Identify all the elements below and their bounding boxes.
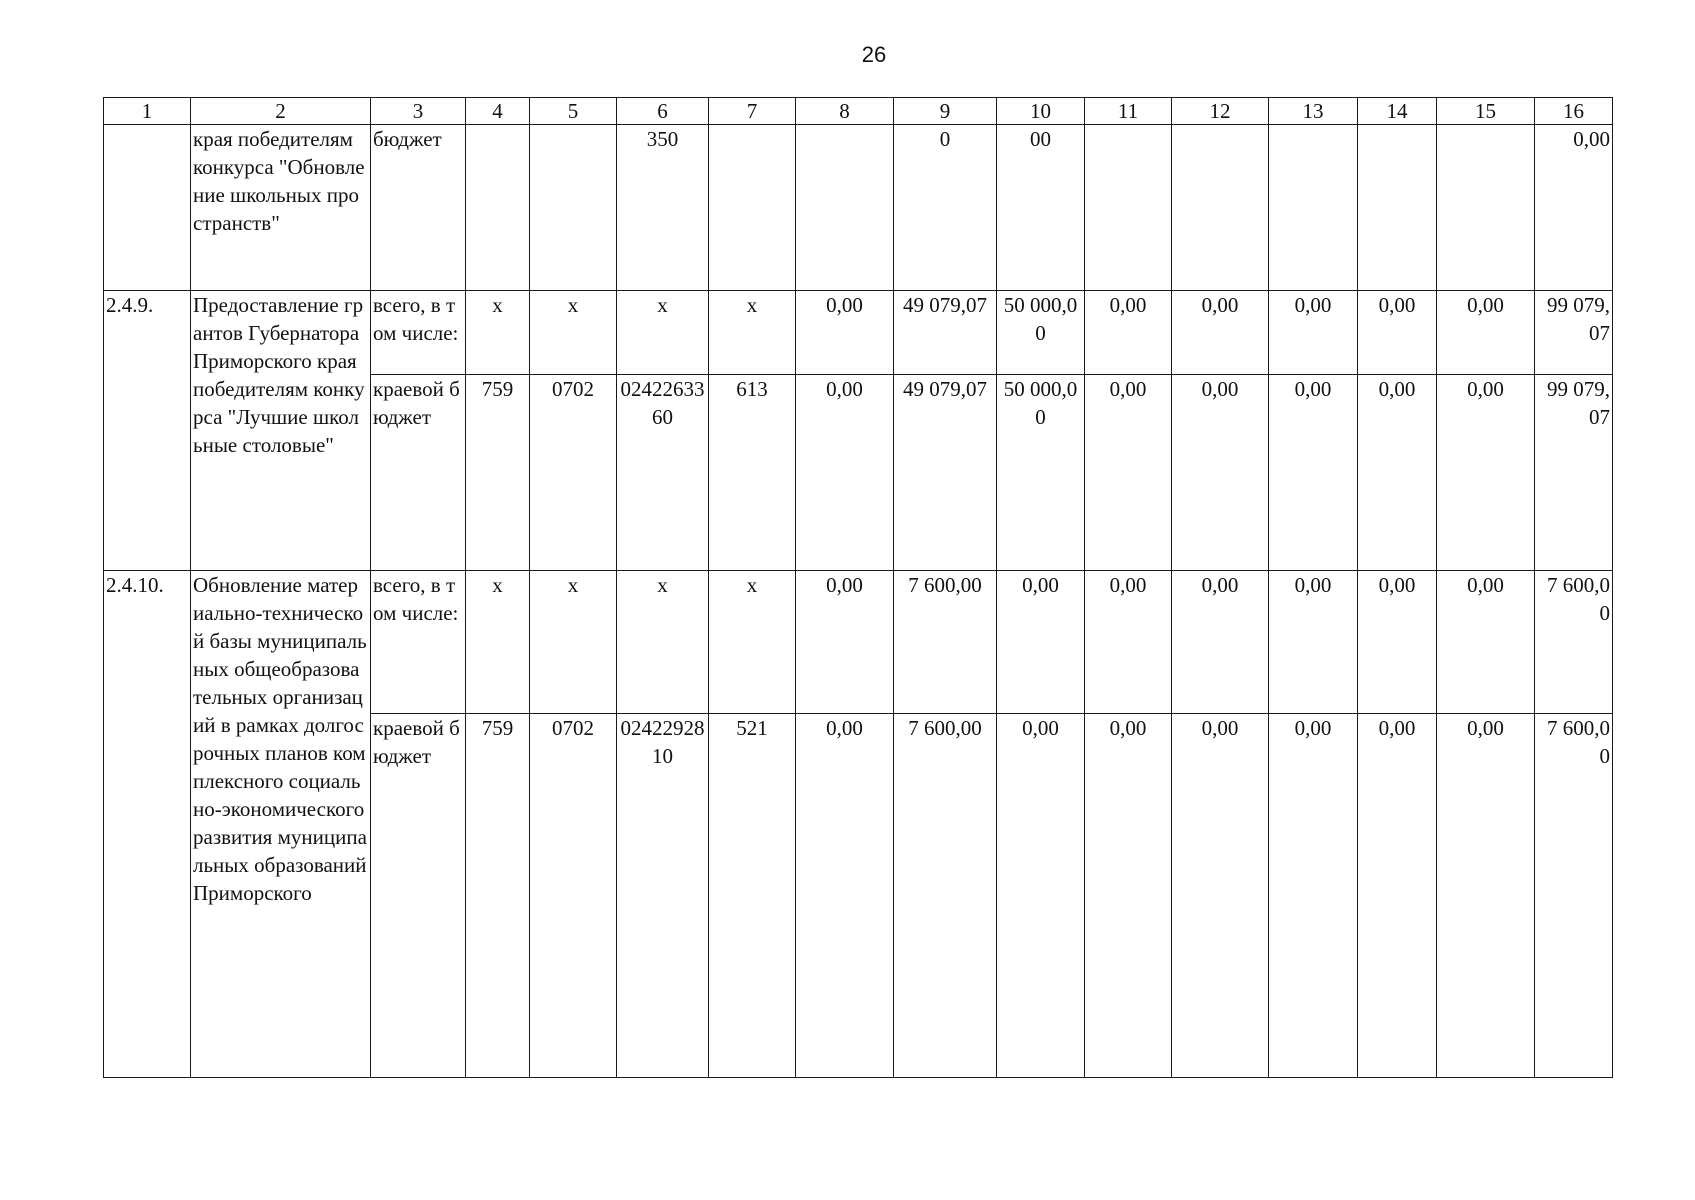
budget-table: [103, 97, 1613, 1078]
table-row-continuation: [104, 125, 1613, 291]
cell-col11: 0,00: [1085, 714, 1172, 1078]
cell-col13: 0,00: [1269, 714, 1358, 1078]
column-number: 12: [1172, 98, 1269, 125]
column-number: 5: [530, 98, 617, 125]
item-description: края победителям конкурса "Обновление школьных пространств": [191, 125, 371, 291]
funding-source: всего, в том числе:: [371, 291, 466, 375]
cell-col5: 0702: [530, 375, 617, 571]
cell-col16: 99 079,07: [1535, 291, 1613, 375]
cell-col15: [1437, 125, 1535, 291]
funding-source: всего, в том числе:: [371, 571, 466, 714]
cell-col16: 0,00: [1535, 125, 1613, 291]
cell-col10: 0,00: [997, 571, 1085, 714]
cell-col9: 49 079,07: [894, 291, 997, 375]
column-number-row: [104, 98, 1613, 125]
cell-col12: [1172, 125, 1269, 291]
cell-col12: 0,00: [1172, 714, 1269, 1078]
item-id-cell: [104, 125, 191, 291]
cell-col14: 0,00: [1358, 291, 1437, 375]
cell-col14: 0,00: [1358, 571, 1437, 714]
column-number: 2: [191, 98, 371, 125]
cell-col4: x: [466, 571, 530, 714]
cell-col15: 0,00: [1437, 714, 1535, 1078]
column-number: 13: [1269, 98, 1358, 125]
cell-col11: 0,00: [1085, 571, 1172, 714]
cell-col7: 613: [709, 375, 796, 571]
page-number: 26: [861, 42, 887, 67]
cell-col12: 0,00: [1172, 291, 1269, 375]
cell-col13: 0,00: [1269, 375, 1358, 571]
cell-col8: 0,00: [796, 375, 894, 571]
cell-col5: 0702: [530, 714, 617, 1078]
cell-col6: 0242263360: [617, 375, 709, 571]
cell-col8: [796, 125, 894, 291]
item-description: Предоставление грантов Губернатора Приморского края победителям конкурса "Лучшие школьные столовые": [191, 291, 371, 571]
cell-col4: [466, 125, 530, 291]
cell-col7: x: [709, 291, 796, 375]
cell-col6: x: [617, 291, 709, 375]
item-id: 2.4.10.: [104, 571, 191, 1078]
cell-col15: 0,00: [1437, 375, 1535, 571]
table-row: [104, 571, 1613, 714]
column-number: 8: [796, 98, 894, 125]
cell-col11: [1085, 125, 1172, 291]
cell-col6: x: [617, 571, 709, 714]
column-number: 16: [1535, 98, 1613, 125]
cell-col8: 0,00: [796, 291, 894, 375]
funding-source: бюджет: [371, 125, 466, 291]
table-row: [104, 291, 1613, 375]
cell-col4: x: [466, 291, 530, 375]
item-id: 2.4.9.: [104, 291, 191, 571]
cell-col13: 0,00: [1269, 291, 1358, 375]
column-number: 6: [617, 98, 709, 125]
cell-col16: 99 079,07: [1535, 375, 1613, 571]
column-number: 11: [1085, 98, 1172, 125]
cell-col9: 7 600,00: [894, 571, 997, 714]
column-number: 4: [466, 98, 530, 125]
column-number: 9: [894, 98, 997, 125]
column-number: 7: [709, 98, 796, 125]
column-number: 10: [997, 98, 1085, 125]
cell-col5: x: [530, 571, 617, 714]
cell-col15: 0,00: [1437, 571, 1535, 714]
cell-col12: 0,00: [1172, 571, 1269, 714]
cell-col5: [530, 125, 617, 291]
cell-col7: [709, 125, 796, 291]
item-description: Обновление материально-технической базы муниципальных общеобразовательных организаций в рамках долгосрочных планов комплексного социально-экономического развития муниципальных образований Приморского: [191, 571, 371, 1078]
cell-col8: 0,00: [796, 714, 894, 1078]
cell-col4: 759: [466, 714, 530, 1078]
cell-col14: [1358, 125, 1437, 291]
cell-col15: 0,00: [1437, 291, 1535, 375]
cell-col10: 50 000,00: [997, 291, 1085, 375]
cell-col5: x: [530, 291, 617, 375]
column-number: 3: [371, 98, 466, 125]
cell-col13: 0,00: [1269, 571, 1358, 714]
cell-col8: 0,00: [796, 571, 894, 714]
cell-col7: x: [709, 571, 796, 714]
cell-col9: 7 600,00: [894, 714, 997, 1078]
cell-col11: 0,00: [1085, 291, 1172, 375]
cell-col12: 0,00: [1172, 375, 1269, 571]
cell-col16: 7 600,00: [1535, 714, 1613, 1078]
cell-col9: 0: [894, 125, 997, 291]
cell-col6: 0242292810: [617, 714, 709, 1078]
cell-col7: 521: [709, 714, 796, 1078]
cell-col11: 0,00: [1085, 375, 1172, 571]
cell-col16: 7 600,00: [1535, 571, 1613, 714]
cell-col10: 00: [997, 125, 1085, 291]
cell-col14: 0,00: [1358, 375, 1437, 571]
column-number: 15: [1437, 98, 1535, 125]
funding-source: краевой бюджет: [371, 714, 466, 1078]
cell-col9: 49 079,07: [894, 375, 997, 571]
cell-col10: 50 000,00: [997, 375, 1085, 571]
cell-col6: 350: [617, 125, 709, 291]
cell-col10: 0,00: [997, 714, 1085, 1078]
column-number: 14: [1358, 98, 1437, 125]
funding-source: краевой бюджет: [371, 375, 466, 571]
cell-col4: 759: [466, 375, 530, 571]
column-number: 1: [104, 98, 191, 125]
cell-col14: 0,00: [1358, 714, 1437, 1078]
cell-col13: [1269, 125, 1358, 291]
